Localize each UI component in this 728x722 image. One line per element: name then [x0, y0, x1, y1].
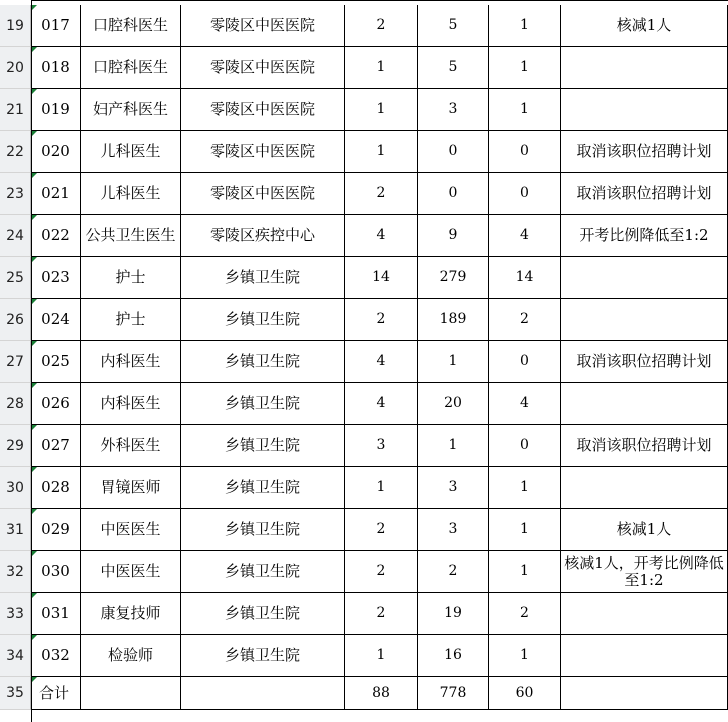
comment-marker-icon [32, 257, 37, 262]
code-cell[interactable]: 019 [31, 89, 81, 131]
plan-count-cell[interactable]: 2 [345, 509, 418, 551]
note-cell[interactable] [561, 467, 728, 509]
note-cell[interactable]: 取消该职位招聘计划 [561, 341, 728, 383]
applicant-count-cell[interactable]: 5 [418, 47, 489, 89]
applicant-count-cell[interactable]: 16 [418, 635, 489, 677]
empty-cell[interactable] [181, 677, 345, 710]
applicant-count-cell[interactable]: 3 [418, 467, 489, 509]
code-cell[interactable]: 018 [31, 47, 81, 89]
row-header[interactable]: 27 [0, 341, 31, 383]
position-cell[interactable]: 儿科医生 [81, 131, 181, 173]
pass-count-cell[interactable]: 0 [489, 173, 561, 215]
code-cell[interactable]: 023 [31, 257, 81, 299]
applicant-count-cell[interactable]: 2 [418, 551, 489, 593]
note-cell[interactable] [561, 47, 728, 89]
pass-count-cell[interactable]: 1 [489, 47, 561, 89]
plan-count-cell[interactable]: 1 [345, 47, 418, 89]
total-plan-cell[interactable]: 88 [345, 677, 418, 710]
plan-count-cell[interactable]: 3 [345, 425, 418, 467]
comment-marker-icon [32, 89, 37, 94]
applicant-count-cell[interactable]: 0 [418, 173, 489, 215]
position-cell[interactable]: 检验师 [81, 635, 181, 677]
note-cell[interactable] [561, 383, 728, 425]
comment-marker-icon [32, 551, 37, 556]
row-header[interactable]: 32 [0, 551, 31, 593]
code-cell[interactable]: 031 [31, 593, 81, 635]
row-header[interactable]: 31 [0, 509, 31, 551]
comment-marker-icon [32, 173, 37, 178]
note-cell[interactable]: 取消该职位招聘计划 [561, 425, 728, 467]
comment-marker-icon [32, 677, 37, 682]
code-cell[interactable]: 028 [31, 467, 81, 509]
row-header[interactable]: 23 [0, 173, 31, 215]
position-cell[interactable]: 儿科医生 [81, 173, 181, 215]
row-header[interactable]: 34 [0, 635, 31, 677]
code-cell[interactable]: 030 [31, 551, 81, 593]
position-cell[interactable]: 妇产科医生 [81, 89, 181, 131]
pass-count-cell[interactable]: 1 [489, 5, 561, 47]
plan-count-cell[interactable]: 2 [345, 593, 418, 635]
code-cell[interactable]: 027 [31, 425, 81, 467]
note-cell[interactable]: 核减1人，开考比例降低至1:2 [561, 551, 728, 593]
note-cell[interactable]: 取消该职位招聘计划 [561, 173, 728, 215]
code-cell[interactable]: 017 [31, 5, 81, 47]
position-cell[interactable]: 护士 [81, 257, 181, 299]
unit-cell[interactable]: 零陵区中医医院 [181, 89, 345, 131]
comment-marker-icon [32, 215, 37, 220]
unit-cell[interactable]: 乡镇卫生院 [181, 299, 345, 341]
pass-count-cell[interactable]: 1 [489, 509, 561, 551]
pass-count-cell[interactable]: 2 [489, 593, 561, 635]
applicant-count-cell[interactable]: 19 [418, 593, 489, 635]
unit-cell[interactable]: 零陵区中医医院 [181, 47, 345, 89]
unit-cell[interactable]: 乡镇卫生院 [181, 551, 345, 593]
pass-count-cell[interactable]: 0 [489, 425, 561, 467]
row-header[interactable]: 28 [0, 383, 31, 425]
pass-count-cell[interactable]: 4 [489, 383, 561, 425]
plan-count-cell[interactable]: 4 [345, 341, 418, 383]
position-cell[interactable]: 内科医生 [81, 341, 181, 383]
plan-count-cell[interactable]: 14 [345, 257, 418, 299]
comment-marker-icon [32, 299, 37, 304]
unit-cell[interactable]: 乡镇卫生院 [181, 257, 345, 299]
note-cell[interactable]: 取消该职位招聘计划 [561, 131, 728, 173]
applicant-count-cell[interactable]: 0 [418, 131, 489, 173]
row-header[interactable]: 22 [0, 131, 31, 173]
row-header[interactable]: 26 [0, 299, 31, 341]
unit-cell[interactable]: 乡镇卫生院 [181, 509, 345, 551]
pass-count-cell[interactable]: 1 [489, 467, 561, 509]
plan-count-cell[interactable]: 4 [345, 215, 418, 257]
unit-cell[interactable]: 乡镇卫生院 [181, 593, 345, 635]
applicant-count-cell[interactable]: 1 [418, 425, 489, 467]
applicant-count-cell[interactable]: 3 [418, 89, 489, 131]
empty-cell[interactable] [561, 677, 728, 710]
code-cell[interactable]: 021 [31, 173, 81, 215]
comment-marker-icon [32, 47, 37, 52]
comment-marker-icon [32, 593, 37, 598]
note-cell[interactable] [561, 593, 728, 635]
applicant-count-cell[interactable]: 5 [418, 5, 489, 47]
total-pass-cell[interactable]: 60 [489, 677, 561, 710]
row-header[interactable]: 25 [0, 257, 31, 299]
code-cell[interactable]: 024 [31, 299, 81, 341]
row-header[interactable]: 24 [0, 215, 31, 257]
unit-cell[interactable]: 乡镇卫生院 [181, 341, 345, 383]
position-cell[interactable]: 护士 [81, 299, 181, 341]
total-label-cell[interactable]: 合计 [31, 677, 81, 710]
plan-count-cell[interactable]: 2 [345, 551, 418, 593]
applicant-count-cell[interactable]: 1 [418, 341, 489, 383]
top-border [31, 0, 728, 1]
note-cell[interactable] [561, 635, 728, 677]
note-cell[interactable]: 核减1人 [561, 5, 728, 47]
applicant-count-cell[interactable]: 3 [418, 509, 489, 551]
comment-marker-icon [32, 635, 37, 640]
pass-count-cell[interactable]: 0 [489, 131, 561, 173]
position-cell[interactable]: 口腔科医生 [81, 47, 181, 89]
comment-marker-icon [32, 425, 37, 430]
position-cell[interactable]: 口腔科医生 [81, 5, 181, 47]
note-cell[interactable] [561, 299, 728, 341]
applicant-count-cell[interactable]: 20 [418, 383, 489, 425]
code-cell[interactable]: 025 [31, 341, 81, 383]
code-cell[interactable]: 026 [31, 383, 81, 425]
code-cell[interactable]: 032 [31, 635, 81, 677]
comment-marker-icon [32, 383, 37, 388]
plan-count-cell[interactable]: 2 [345, 5, 418, 47]
unit-cell[interactable]: 零陵区疾控中心 [181, 215, 345, 257]
comment-marker-icon [32, 341, 37, 346]
total-applicant-cell[interactable]: 778 [418, 677, 489, 710]
unit-cell[interactable]: 乡镇卫生院 [181, 635, 345, 677]
pass-count-cell[interactable]: 14 [489, 257, 561, 299]
pass-count-cell[interactable]: 4 [489, 215, 561, 257]
pass-count-cell[interactable]: 2 [489, 299, 561, 341]
comment-marker-icon [32, 467, 37, 472]
comment-marker-icon [32, 5, 37, 10]
row-header[interactable]: 33 [0, 593, 31, 635]
note-cell[interactable] [561, 257, 728, 299]
plan-count-cell[interactable]: 1 [345, 467, 418, 509]
pass-count-cell[interactable]: 1 [489, 89, 561, 131]
applicant-count-cell[interactable]: 9 [418, 215, 489, 257]
position-cell[interactable]: 公共卫生医生 [81, 215, 181, 257]
note-cell[interactable] [561, 89, 728, 131]
plan-count-cell[interactable]: 1 [345, 635, 418, 677]
unit-cell[interactable]: 零陵区中医医院 [181, 173, 345, 215]
unit-cell[interactable]: 零陵区中医医院 [181, 131, 345, 173]
row-header[interactable]: 35 [0, 677, 31, 710]
plan-count-cell[interactable]: 1 [345, 131, 418, 173]
row-header[interactable]: 19 [0, 5, 31, 47]
pass-count-cell[interactable]: 1 [489, 635, 561, 677]
unit-cell[interactable]: 乡镇卫生院 [181, 467, 345, 509]
plan-count-cell[interactable]: 2 [345, 173, 418, 215]
code-cell[interactable]: 022 [31, 215, 81, 257]
row-header[interactable]: 20 [0, 47, 31, 89]
position-cell[interactable]: 康复技师 [81, 593, 181, 635]
code-cell[interactable]: 020 [31, 131, 81, 173]
note-cell[interactable]: 开考比例降低至1:2 [561, 215, 728, 257]
position-cell[interactable]: 内科医生 [81, 383, 181, 425]
empty-cell[interactable] [81, 677, 181, 710]
code-cell[interactable]: 029 [31, 509, 81, 551]
row-header[interactable]: 29 [0, 425, 31, 467]
position-cell[interactable]: 中医医生 [81, 551, 181, 593]
pass-count-cell[interactable]: 1 [489, 551, 561, 593]
comment-marker-icon [32, 509, 37, 514]
row-header[interactable]: 30 [0, 467, 31, 509]
plan-count-cell[interactable]: 2 [345, 299, 418, 341]
unit-cell[interactable]: 乡镇卫生院 [181, 383, 345, 425]
applicant-count-cell[interactable]: 279 [418, 257, 489, 299]
plan-count-cell[interactable]: 1 [345, 89, 418, 131]
unit-cell[interactable]: 零陵区中医医院 [181, 5, 345, 47]
position-cell[interactable]: 中医医生 [81, 509, 181, 551]
unit-cell[interactable]: 乡镇卫生院 [181, 425, 345, 467]
note-cell[interactable]: 核减1人 [561, 509, 728, 551]
plan-count-cell[interactable]: 4 [345, 383, 418, 425]
row-header[interactable]: 21 [0, 89, 31, 131]
position-cell[interactable]: 外科医生 [81, 425, 181, 467]
comment-marker-icon [32, 131, 37, 136]
applicant-count-cell[interactable]: 189 [418, 299, 489, 341]
pass-count-cell[interactable]: 0 [489, 341, 561, 383]
position-cell[interactable]: 胃镜医师 [81, 467, 181, 509]
